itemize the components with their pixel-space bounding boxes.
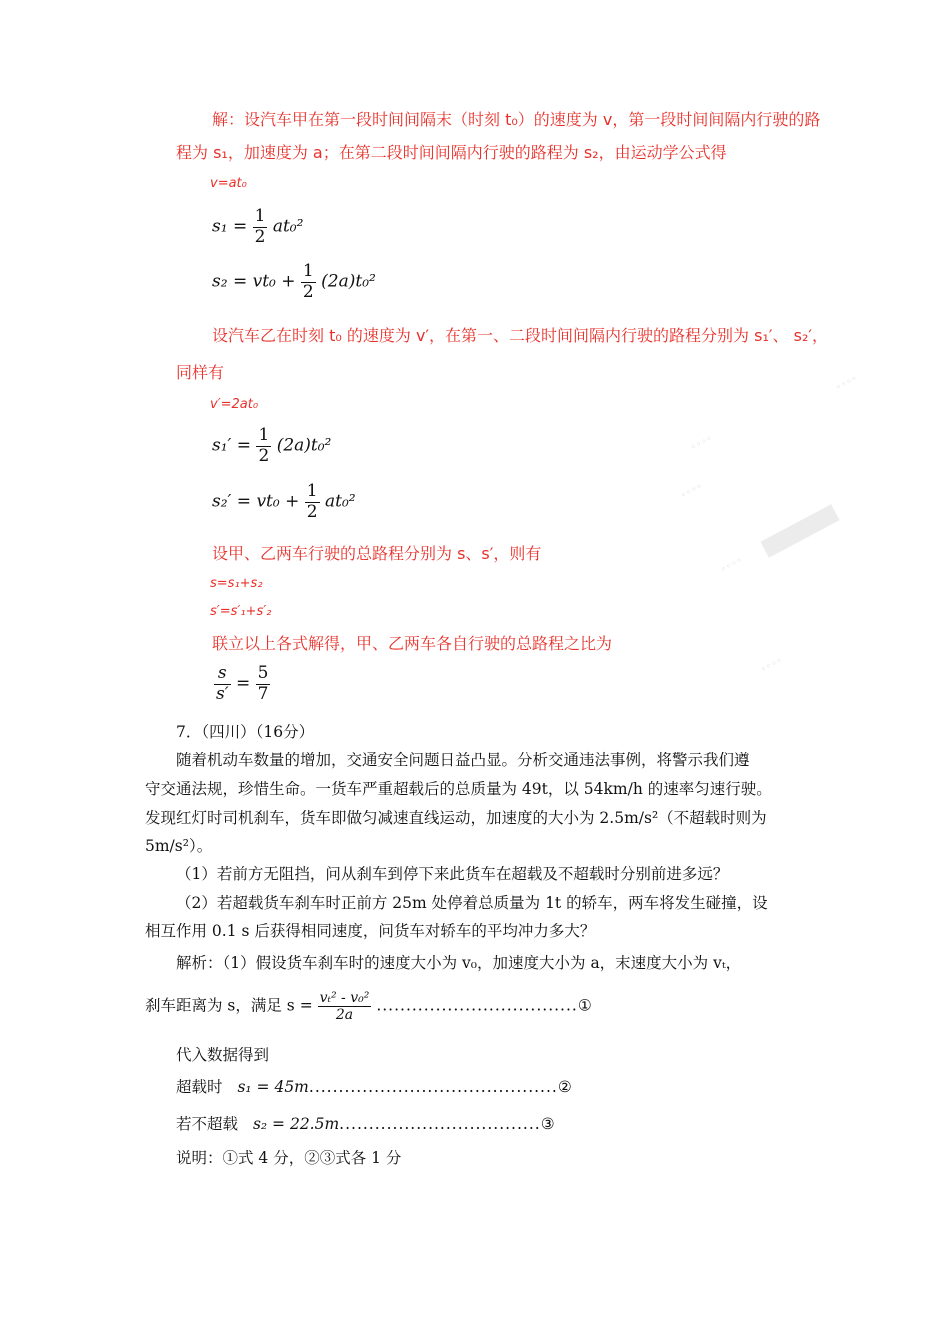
normal-load-line xyxy=(176,1112,555,1134)
equation-s2p xyxy=(212,482,356,522)
substitute-line: 代入数据得到 xyxy=(176,1046,270,1064)
watermark: ◦◦◦◦ xyxy=(678,481,705,502)
overload-label: 超载时 xyxy=(176,1078,223,1096)
fraction xyxy=(301,262,316,302)
equation-v: v=at₀ xyxy=(210,176,247,191)
equation-s1p xyxy=(212,426,331,466)
fraction xyxy=(256,664,271,704)
leader-dots: .......................................... xyxy=(308,1078,558,1096)
eq-rhs: at₀² xyxy=(272,216,304,237)
leader-dots: .................................. xyxy=(376,996,578,1015)
watermark: ◦◦◦◦ xyxy=(833,373,860,394)
fraction xyxy=(305,482,320,522)
numerator: vₜ² - v₀² xyxy=(319,990,370,1006)
problem-header: 7．（四川）（16分） xyxy=(176,723,315,741)
eq-lhs: s₂′ = vt₀ + xyxy=(212,491,300,512)
equation-sp: s′=s′₁+s′₂ xyxy=(210,604,272,619)
denominator: 2 xyxy=(306,501,318,522)
overload-equation: s₁ = 45m xyxy=(237,1078,309,1096)
denominator: 2 xyxy=(254,226,266,247)
eq-rhs: at₀² xyxy=(325,491,356,512)
denominator: 2 xyxy=(258,445,270,466)
equation-s1 xyxy=(212,207,303,247)
eq-lhs: s₁′ = xyxy=(212,435,252,456)
equation-mark: ③ xyxy=(540,1115,555,1133)
fraction xyxy=(318,990,372,1023)
normal-load-label: 若不超载 xyxy=(176,1115,239,1133)
leader-dots: .................................. xyxy=(339,1115,541,1133)
solution-line-4: 同样有 xyxy=(176,363,225,382)
numerator: 1 xyxy=(254,206,266,226)
solution-line-3: 设汽车乙在时刻 t₀ 的速度为 v′，在第一、二段时间间隔内行驶的路程分别为 s₁′、 s₂′， xyxy=(212,326,828,345)
analysis-line-1: 解析：（1）假设货车刹车时的速度大小为 v₀，加速度大小为 a，末速度大小为 vₜ， xyxy=(176,954,742,972)
equation-s: s=s₁+s₂ xyxy=(210,576,263,591)
watermark xyxy=(760,504,839,557)
solution-line-6: 联立以上各式解得，甲、乙两车各自行驶的总路程之比为 xyxy=(212,634,613,653)
fraction xyxy=(214,664,231,704)
analysis-prefix: 刹车距离为 s，满足 s = xyxy=(145,996,313,1015)
question-2a: （2）若超载货车刹车时正前方 25m 处停着总质量为 1t 的轿车，两车将发生碰撞，设 xyxy=(176,894,768,912)
numerator: s xyxy=(214,664,231,685)
numerator: 5 xyxy=(257,663,269,683)
watermark: ◦◦◦◦ xyxy=(718,555,745,576)
question-2b: 相互作用 0.1 s 后获得相同速度，问货车对轿车的平均冲力多大？ xyxy=(145,922,596,940)
denominator: 2 xyxy=(302,281,314,302)
denominator: 2a xyxy=(335,1007,354,1024)
equation-s2 xyxy=(212,262,376,302)
eq-rhs: (2a)t₀² xyxy=(321,271,376,292)
equation-vp: v′=2at₀ xyxy=(210,397,259,412)
numerator: 1 xyxy=(306,481,318,501)
denominator: 7 xyxy=(257,683,269,704)
equation-mark: ② xyxy=(557,1078,572,1096)
fraction xyxy=(256,426,271,466)
numerator: 1 xyxy=(258,425,270,445)
solution-line-1: 解：设汽车甲在第一段时间间隔末（时刻 t₀）的速度为 v，第一段时间间隔内行驶的路 xyxy=(212,110,821,129)
problem-text-3: 发现红灯时司机刹车，货车即做匀减速直线运动，加速度的大小为 2.5m/s²（不超载时则为 xyxy=(145,809,767,827)
problem-text-2: 守交通法规，珍惜生命。一货车严重超载后的总质量为 49t，以 54km/h 的速率匀速行驶。 xyxy=(145,780,772,798)
watermark: ◦◦◦◦ xyxy=(688,433,715,454)
problem-text-4: 5m/s²）。 xyxy=(145,837,213,855)
eq-lhs: s₂ = vt₀ + xyxy=(212,271,296,292)
equation-ratio xyxy=(214,664,270,704)
numerator: 1 xyxy=(302,261,314,281)
denominator: s′ xyxy=(216,683,229,704)
question-1: （1）若前方无阻挡，问从刹车到停下来此货车在超载及不超载时分别前进多远？ xyxy=(176,865,729,883)
problem-text-1: 随着机动车数量的增加，交通安全问题日益凸显。分析交通违法事例，将警示我们遵 xyxy=(176,751,750,769)
normal-load-equation: s₂ = 22.5m xyxy=(252,1115,340,1133)
fraction xyxy=(253,207,268,247)
watermark: ◦◦◦◦ xyxy=(758,655,785,676)
overload-line xyxy=(176,1075,572,1097)
scoring-note: 说明：①式 4 分，②③式各 1 分 xyxy=(176,1149,402,1167)
equation-mark: ① xyxy=(577,996,592,1015)
analysis-line-2 xyxy=(145,990,592,1023)
equals-sign: = xyxy=(236,673,251,694)
solution-line-2: 程为 s₁，加速度为 a；在第二段时间间隔内行驶的路程为 s₂，由运动学公式得 xyxy=(176,143,727,162)
eq-rhs: (2a)t₀² xyxy=(276,435,332,456)
solution-line-5: 设甲、乙两车行驶的总路程分别为 s、s′，则有 xyxy=(212,544,542,563)
eq-lhs: s₁ = xyxy=(212,216,248,237)
